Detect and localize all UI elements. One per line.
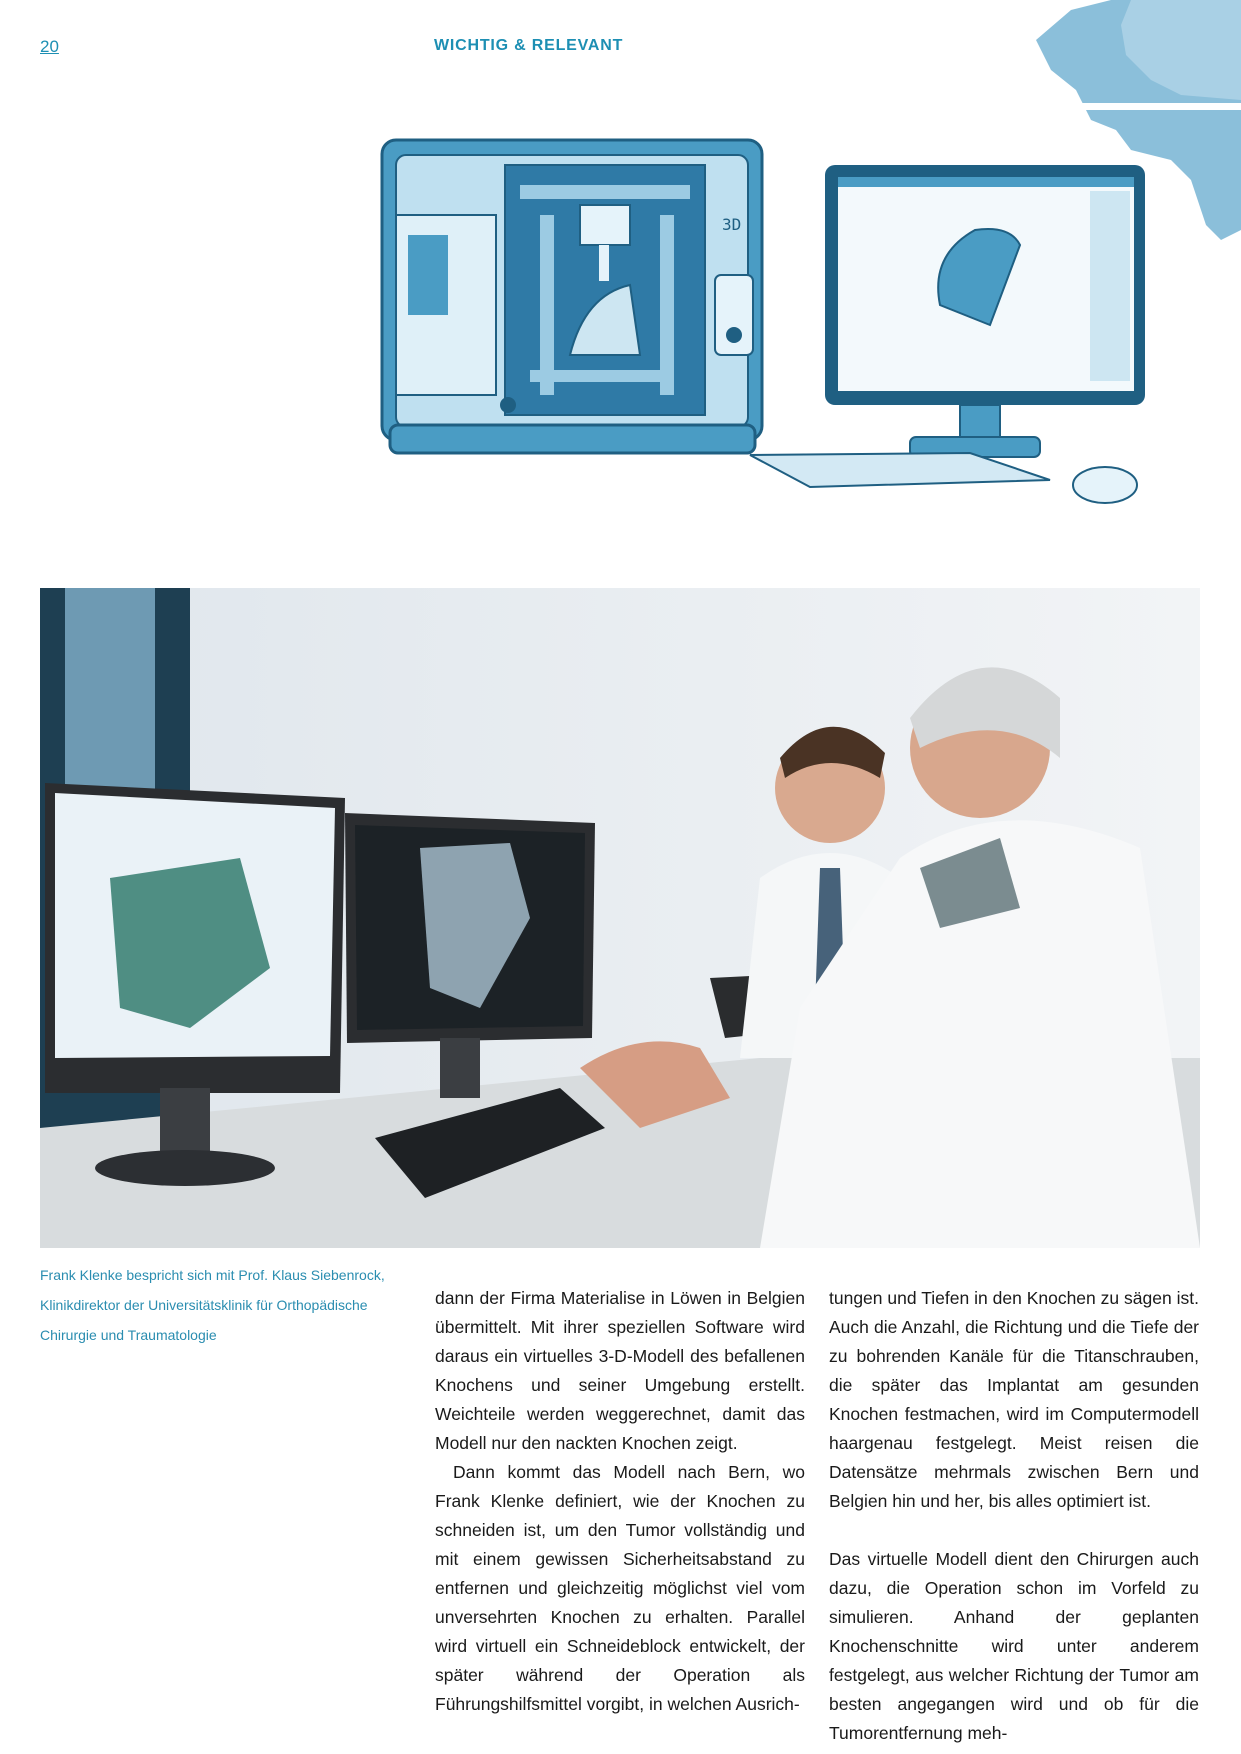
paragraph: Dann kommt das Modell nach Bern, wo Frank Klenke definiert, wie der Knochen zu schneiden ist, um den Tumor vollständig und mit einem gewissen Sicherheitsabstand zu entfernen und gleichzeitig möglichst viel vom unversehrten Knochen zu erhalten. Parallel wird virtuell ein Schneideblock entwickelt, der später während der Operation als Führungshilfsmittel vorgibt, in welchen Ausrich-	[435, 1462, 805, 1714]
caption-line: Frank Klenke bespricht sich mit Prof. Klaus Siebenrock,	[40, 1267, 385, 1283]
keyboard-icon	[750, 453, 1050, 487]
caption-line: Klinikdirektor der Universitätsklinik für Orthopädische	[40, 1297, 368, 1313]
section-title: WICHTIG & RELEVANT	[434, 37, 624, 54]
paragraph: tungen und Tiefen in den Knochen zu sägen ist. Auch die Anzahl, die Richtung und die Tiefe der zu bohrenden Kanäle für die Titanschrauben, die später das Implantat am gesunden Knochen festmachen, wird im Computermodell haargenau festgelegt. Meist reisen die Datensätze mehrmals zwischen Bern und Belgien hin und her, bis alles optimiert ist.	[829, 1288, 1199, 1511]
3d-printer-illustration	[370, 125, 1160, 515]
mouse-icon	[1073, 467, 1137, 503]
printer-label: 3D	[722, 215, 742, 234]
paragraph: Das virtuelle Modell dient den Chirurgen auch dazu, die Operation schon im Vorfeld zu simulieren. Anhand der geplanten Knochenschnitte wird unter anderem festgelegt, aus welcher Richtung der Tumor am besten angegangen wird und ob für die Tumorentfernung meh-	[829, 1549, 1199, 1743]
monitor-icon	[825, 165, 1145, 457]
paragraph: dann der Firma Materialise in Löwen in Belgien übermittelt. Mit ihrer speziellen Software wird daraus ein virtuelles 3-D-Modell des befallenen Knochens und seiner Umgebung erstellt. Weichteile werden weggerechnet, damit das Modell nur den nackten Knochen zeigt.	[435, 1288, 805, 1453]
body-column-2	[829, 1284, 1199, 1748]
body-column-1	[435, 1284, 805, 1719]
photo-caption	[40, 1260, 400, 1350]
page-number: 20	[40, 37, 59, 56]
3d-printer-icon	[382, 140, 762, 453]
doctors-photo	[40, 588, 1200, 1248]
caption-line: Chirurgie und Traumatologie	[40, 1327, 217, 1343]
